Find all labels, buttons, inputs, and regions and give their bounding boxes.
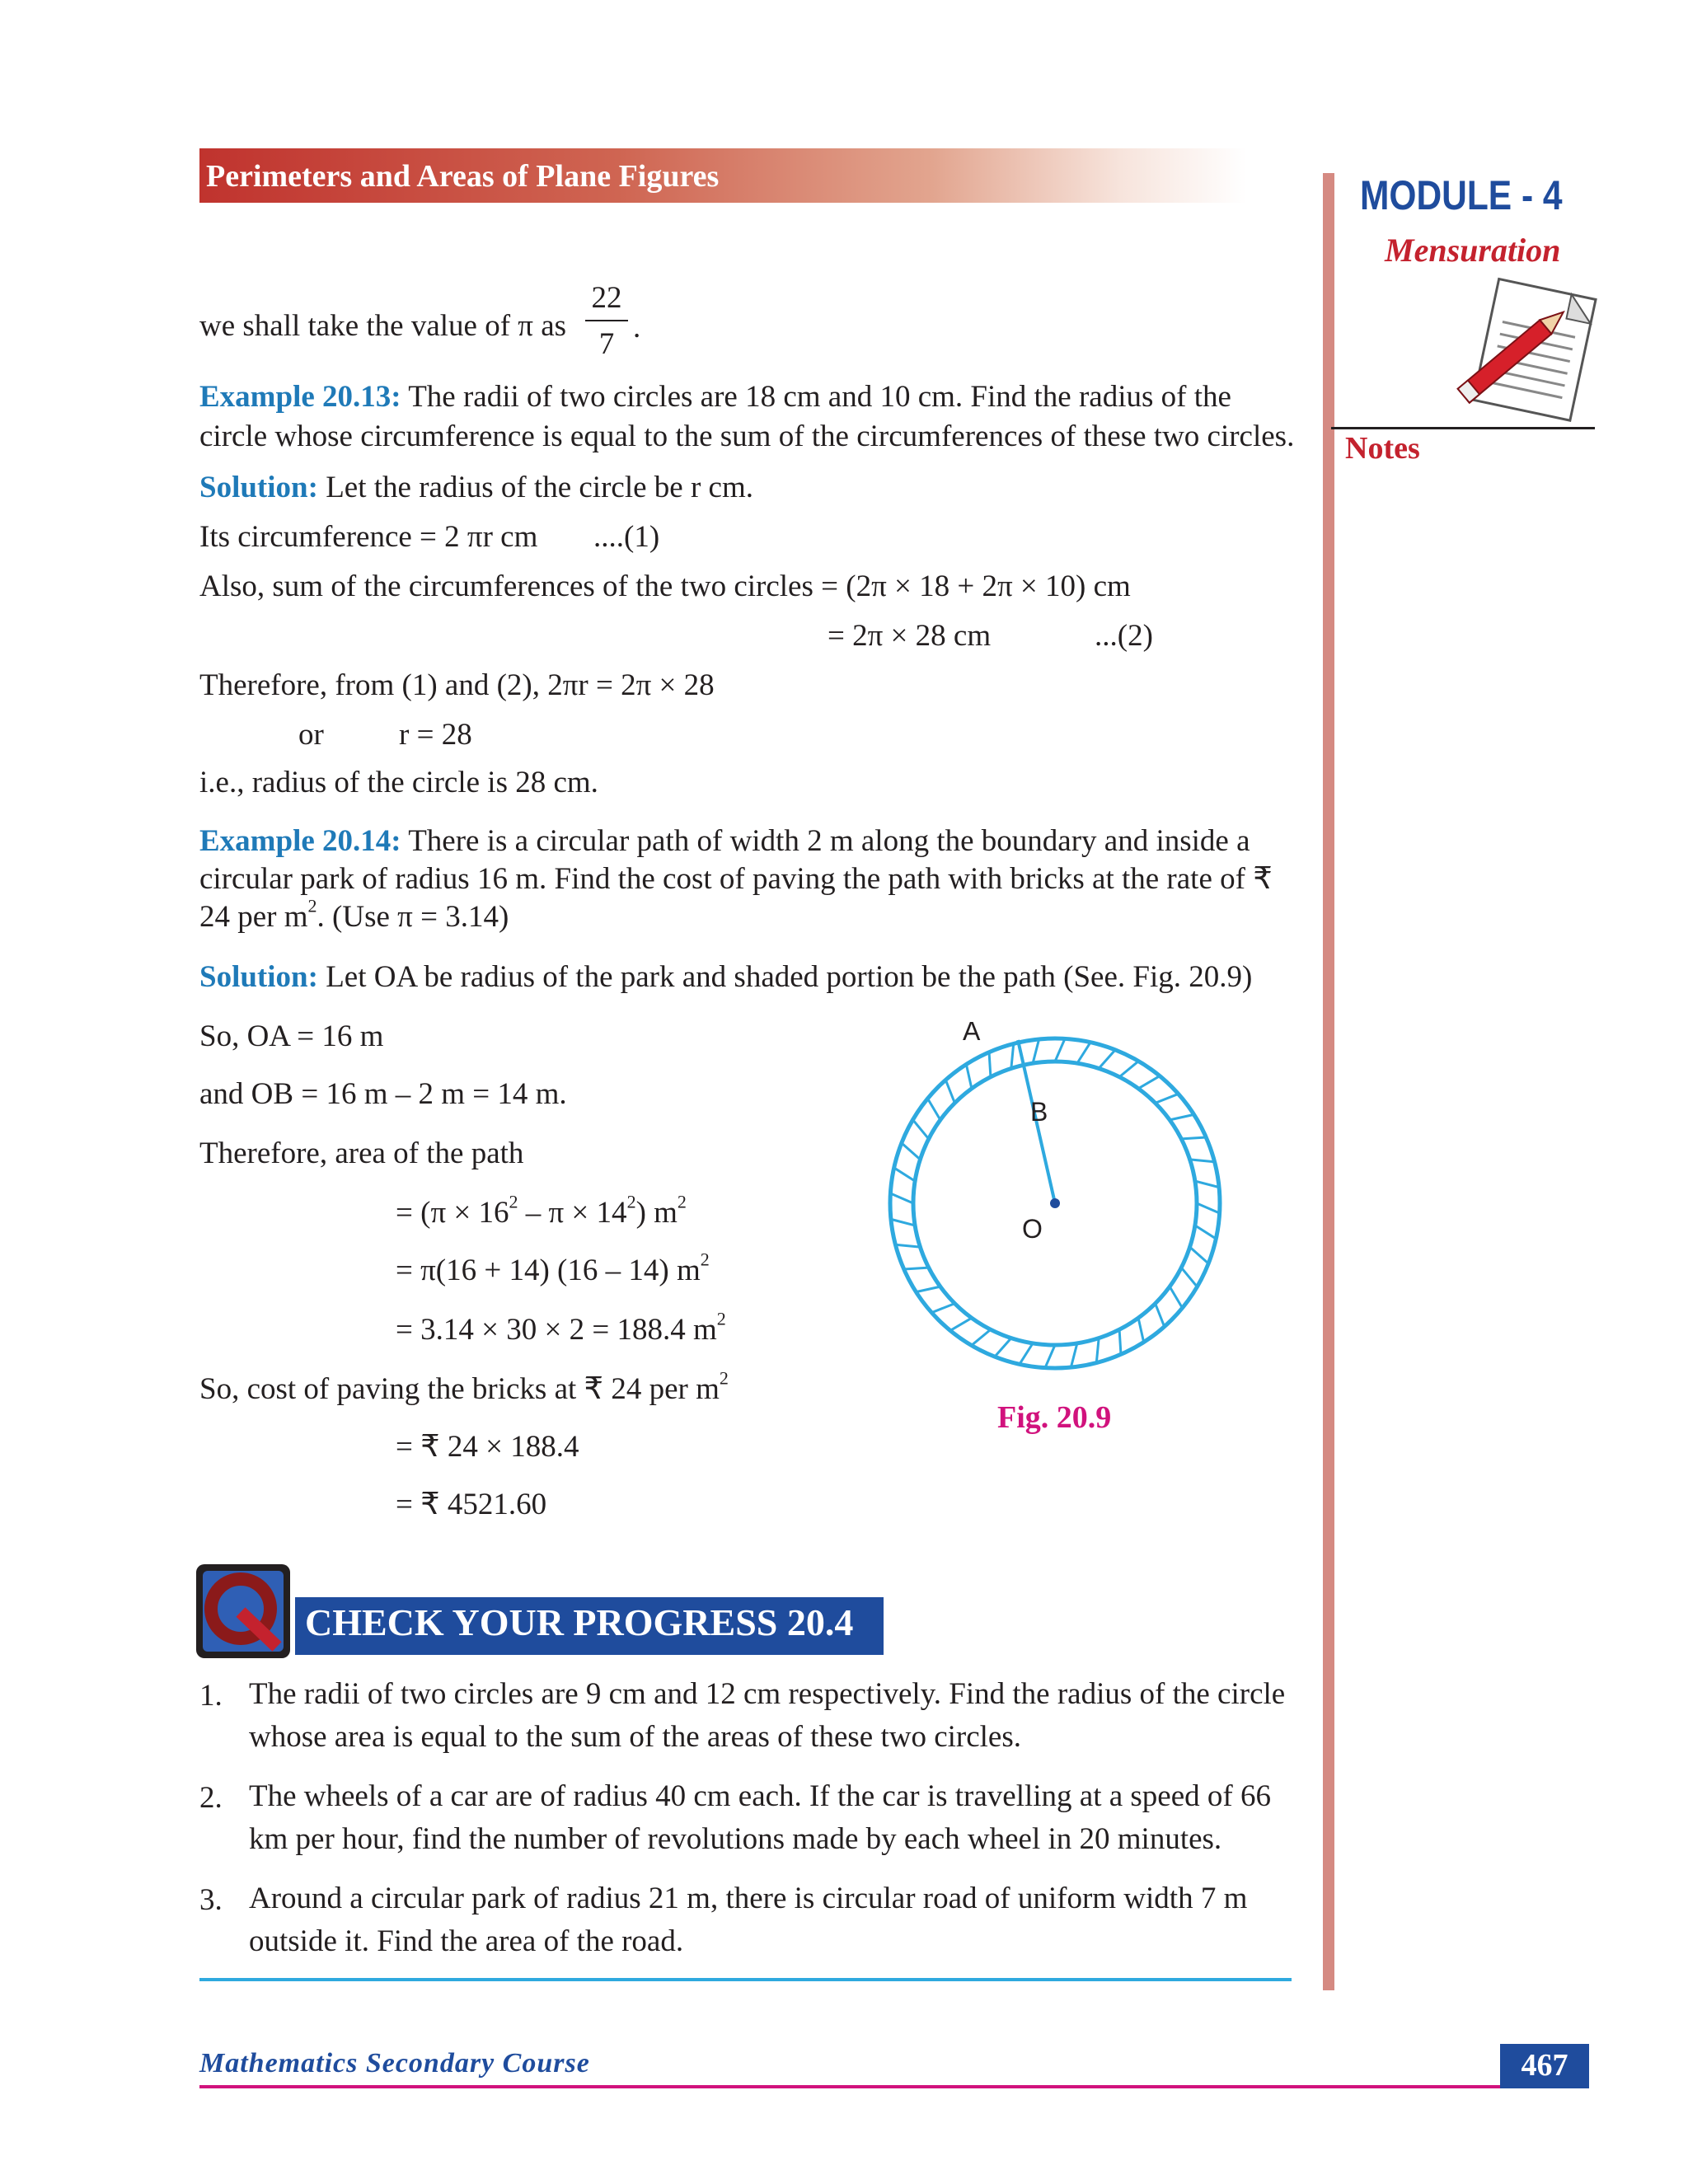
hatch-mark	[1055, 1038, 1065, 1062]
hatch-mark	[1195, 1226, 1216, 1239]
example-13	[199, 377, 1296, 457]
example-13-text: The radii of two circles are 18 cm and 10 cm. Find the radius of the circle whose circumference is equal to the sum of the circumferences of these two circles.	[199, 380, 1295, 453]
superscript: 2	[626, 1191, 636, 1212]
question-number: 3.	[199, 1883, 223, 1917]
hatch-mark	[1197, 1203, 1220, 1213]
hatch-mark	[1099, 1050, 1115, 1069]
solution-13-label: Solution:	[199, 471, 318, 504]
hatch-mark	[902, 1143, 921, 1160]
example-14	[199, 823, 1296, 936]
question-text: Around a circular park of radius 21 m, there is circular road of uniform width 7 m outside it. Find the area of the road.	[249, 1882, 1248, 1958]
question-text: The wheels of a car are of radius 40 cm each. If the car is travelling at a speed of 66 km per hour, find the number of revolutions made by each wheel in 20 minutes.	[249, 1779, 1271, 1856]
hatch-mark	[931, 1304, 954, 1313]
example-14-label: Example 20.14:	[199, 824, 401, 858]
hatch-mark	[1156, 1094, 1179, 1103]
fraction-denominator: 7	[598, 327, 615, 361]
superscript: 2	[700, 1249, 710, 1270]
solution-14	[199, 959, 1252, 996]
solution-14-text: Let OA be radius of the park and shaded portion be the path (See. Fig. 20.9)	[326, 960, 1253, 994]
question-number: 2.	[199, 1781, 223, 1815]
intro-text: we shall take the value of π as	[199, 309, 567, 343]
hatch-mark	[995, 1338, 1011, 1357]
hatch-mark	[1096, 1338, 1099, 1363]
hatch-mark	[989, 1052, 991, 1077]
question-q-icon	[195, 1563, 292, 1660]
hatch-mark	[1190, 1160, 1215, 1162]
hatch-mark	[1170, 1286, 1182, 1308]
solution-14-label: Solution:	[199, 960, 318, 994]
notepad-pencil-icon	[1434, 269, 1607, 442]
hatch-mark	[890, 1193, 913, 1203]
superscript: 2	[307, 895, 317, 916]
equation-ref: ...(2)	[1095, 619, 1153, 653]
eq-part: ) m	[635, 1196, 678, 1230]
conclusion-line: i.e., radius of the circle is 28 cm.	[199, 766, 598, 799]
question-number: 1.	[199, 1679, 223, 1713]
eq-part: = (π × 16	[396, 1196, 509, 1230]
notes-rule	[1331, 427, 1595, 429]
hatch-mark	[1156, 1304, 1165, 1327]
example-14-text: There is a circular path of width 2 m along the boundary and inside a circular park of radius 16 m. Find the cost of paving the path with bricks at the rate of	[199, 824, 1250, 896]
example-13-label: Example 20.13:	[199, 380, 401, 414]
hatch-mark	[1181, 1268, 1197, 1286]
superscript: 2	[509, 1191, 518, 1212]
solution-13-text: Let the radius of the circle be r cm.	[326, 471, 753, 504]
cost-text: So, cost of paving the bricks at ₹ 24 per m	[199, 1372, 720, 1406]
section-end-rule	[199, 1978, 1292, 1981]
hatch-mark	[950, 1318, 972, 1330]
cost-equation-2: = ₹ 4521.60	[396, 1488, 547, 1521]
hatch-mark	[1033, 1039, 1039, 1063]
footer-course-title: Mathematics Secondary Course	[199, 2048, 590, 2079]
hatch-mark	[1181, 1137, 1206, 1139]
equation-line: So, OA = 16 m	[199, 1019, 384, 1053]
hatch-mark	[1071, 1343, 1077, 1367]
hatch-mark	[1170, 1114, 1193, 1120]
superscript: 2	[677, 1191, 687, 1212]
area-equation-1	[396, 1191, 687, 1231]
hatch-mark	[1077, 1043, 1090, 1063]
hatch-mark	[894, 1168, 915, 1181]
point-o-label: O	[1022, 1214, 1043, 1244]
equation-line: r = 28	[399, 718, 472, 752]
example-14-rate-end: . (Use π = 3.14)	[316, 900, 509, 934]
hatch-mark	[1119, 1062, 1138, 1077]
hatch-mark	[1195, 1181, 1219, 1188]
chapter-title: Perimeters and Areas of Plane Figures	[206, 159, 720, 194]
module-label: MODULE - 4	[1360, 172, 1563, 218]
question-text: The radii of two circles are 9 cm and 12 cm respectively. Find the radius of the circle whose area is equal to the sum of the areas of these two circles.	[249, 1677, 1286, 1754]
page-number: 467	[1521, 2048, 1568, 2083]
equation-line: and OB = 16 m – 2 m = 14 m.	[199, 1077, 567, 1111]
hatch-mark	[1190, 1247, 1209, 1263]
figure-caption: Fig. 20.9	[997, 1400, 1112, 1435]
hatch-mark	[916, 1286, 940, 1292]
eq-part: = 3.14 × 30 × 2 = 188.4 m	[396, 1313, 717, 1347]
fraction-bar	[585, 320, 628, 321]
area-equation-2	[396, 1249, 710, 1289]
solution-13	[199, 470, 753, 506]
circular-path-figure	[874, 1022, 1236, 1385]
equation-line: = 2π × 28 cm	[828, 619, 992, 653]
progress-title: CHECK YOUR PROGRESS 20.4	[305, 1601, 854, 1643]
hatch-mark	[966, 1064, 972, 1088]
hatch-mark	[1011, 1043, 1014, 1068]
notes-label: Notes	[1345, 431, 1420, 466]
hatch-mark	[891, 1219, 915, 1226]
hatch-mark	[1138, 1076, 1160, 1089]
eq-part: – π × 14	[518, 1196, 627, 1230]
hatch-mark	[1138, 1318, 1144, 1342]
example-14-rate: ₹ 24 per m	[199, 862, 1273, 934]
point-b-label: B	[1030, 1097, 1048, 1127]
cost-equation-1: = ₹ 24 × 188.4	[396, 1430, 579, 1464]
hatch-mark	[945, 1080, 954, 1103]
margin-divider	[1323, 173, 1334, 1990]
hatch-mark	[972, 1329, 991, 1345]
hatch-mark	[904, 1268, 929, 1269]
intro-end: .	[633, 311, 641, 344]
module-subject: Mensuration	[1385, 232, 1561, 269]
hatch-mark	[1020, 1343, 1033, 1364]
superscript: 2	[719, 1367, 729, 1389]
fraction-numerator: 22	[591, 281, 622, 315]
equation-line: Therefore, area of the path	[199, 1137, 524, 1170]
footer-rule	[199, 2085, 1500, 2088]
equation-line: Its circumference = 2 πr cm	[199, 520, 538, 554]
equation-line: Therefore, from (1) and (2), 2πr = 2π × 28	[199, 668, 715, 702]
hatch-mark	[1119, 1329, 1121, 1354]
hatch-mark	[913, 1120, 929, 1139]
cost-line	[199, 1367, 729, 1408]
point-a-label: A	[963, 1022, 981, 1046]
equation-ref: ....(1)	[593, 520, 660, 554]
equation-line: Also, sum of the circumferences of the two circles = (2π × 18 + 2π × 10) cm	[199, 569, 1131, 603]
eq-part: = π(16 + 14) (16 – 14) m	[396, 1254, 701, 1287]
area-equation-3	[396, 1308, 726, 1348]
equation-word: or	[298, 718, 324, 752]
hatch-mark	[1045, 1345, 1055, 1368]
centre-point	[1050, 1198, 1060, 1208]
hatch-mark	[895, 1244, 920, 1247]
hatch-mark	[928, 1099, 940, 1120]
superscript: 2	[716, 1308, 726, 1329]
